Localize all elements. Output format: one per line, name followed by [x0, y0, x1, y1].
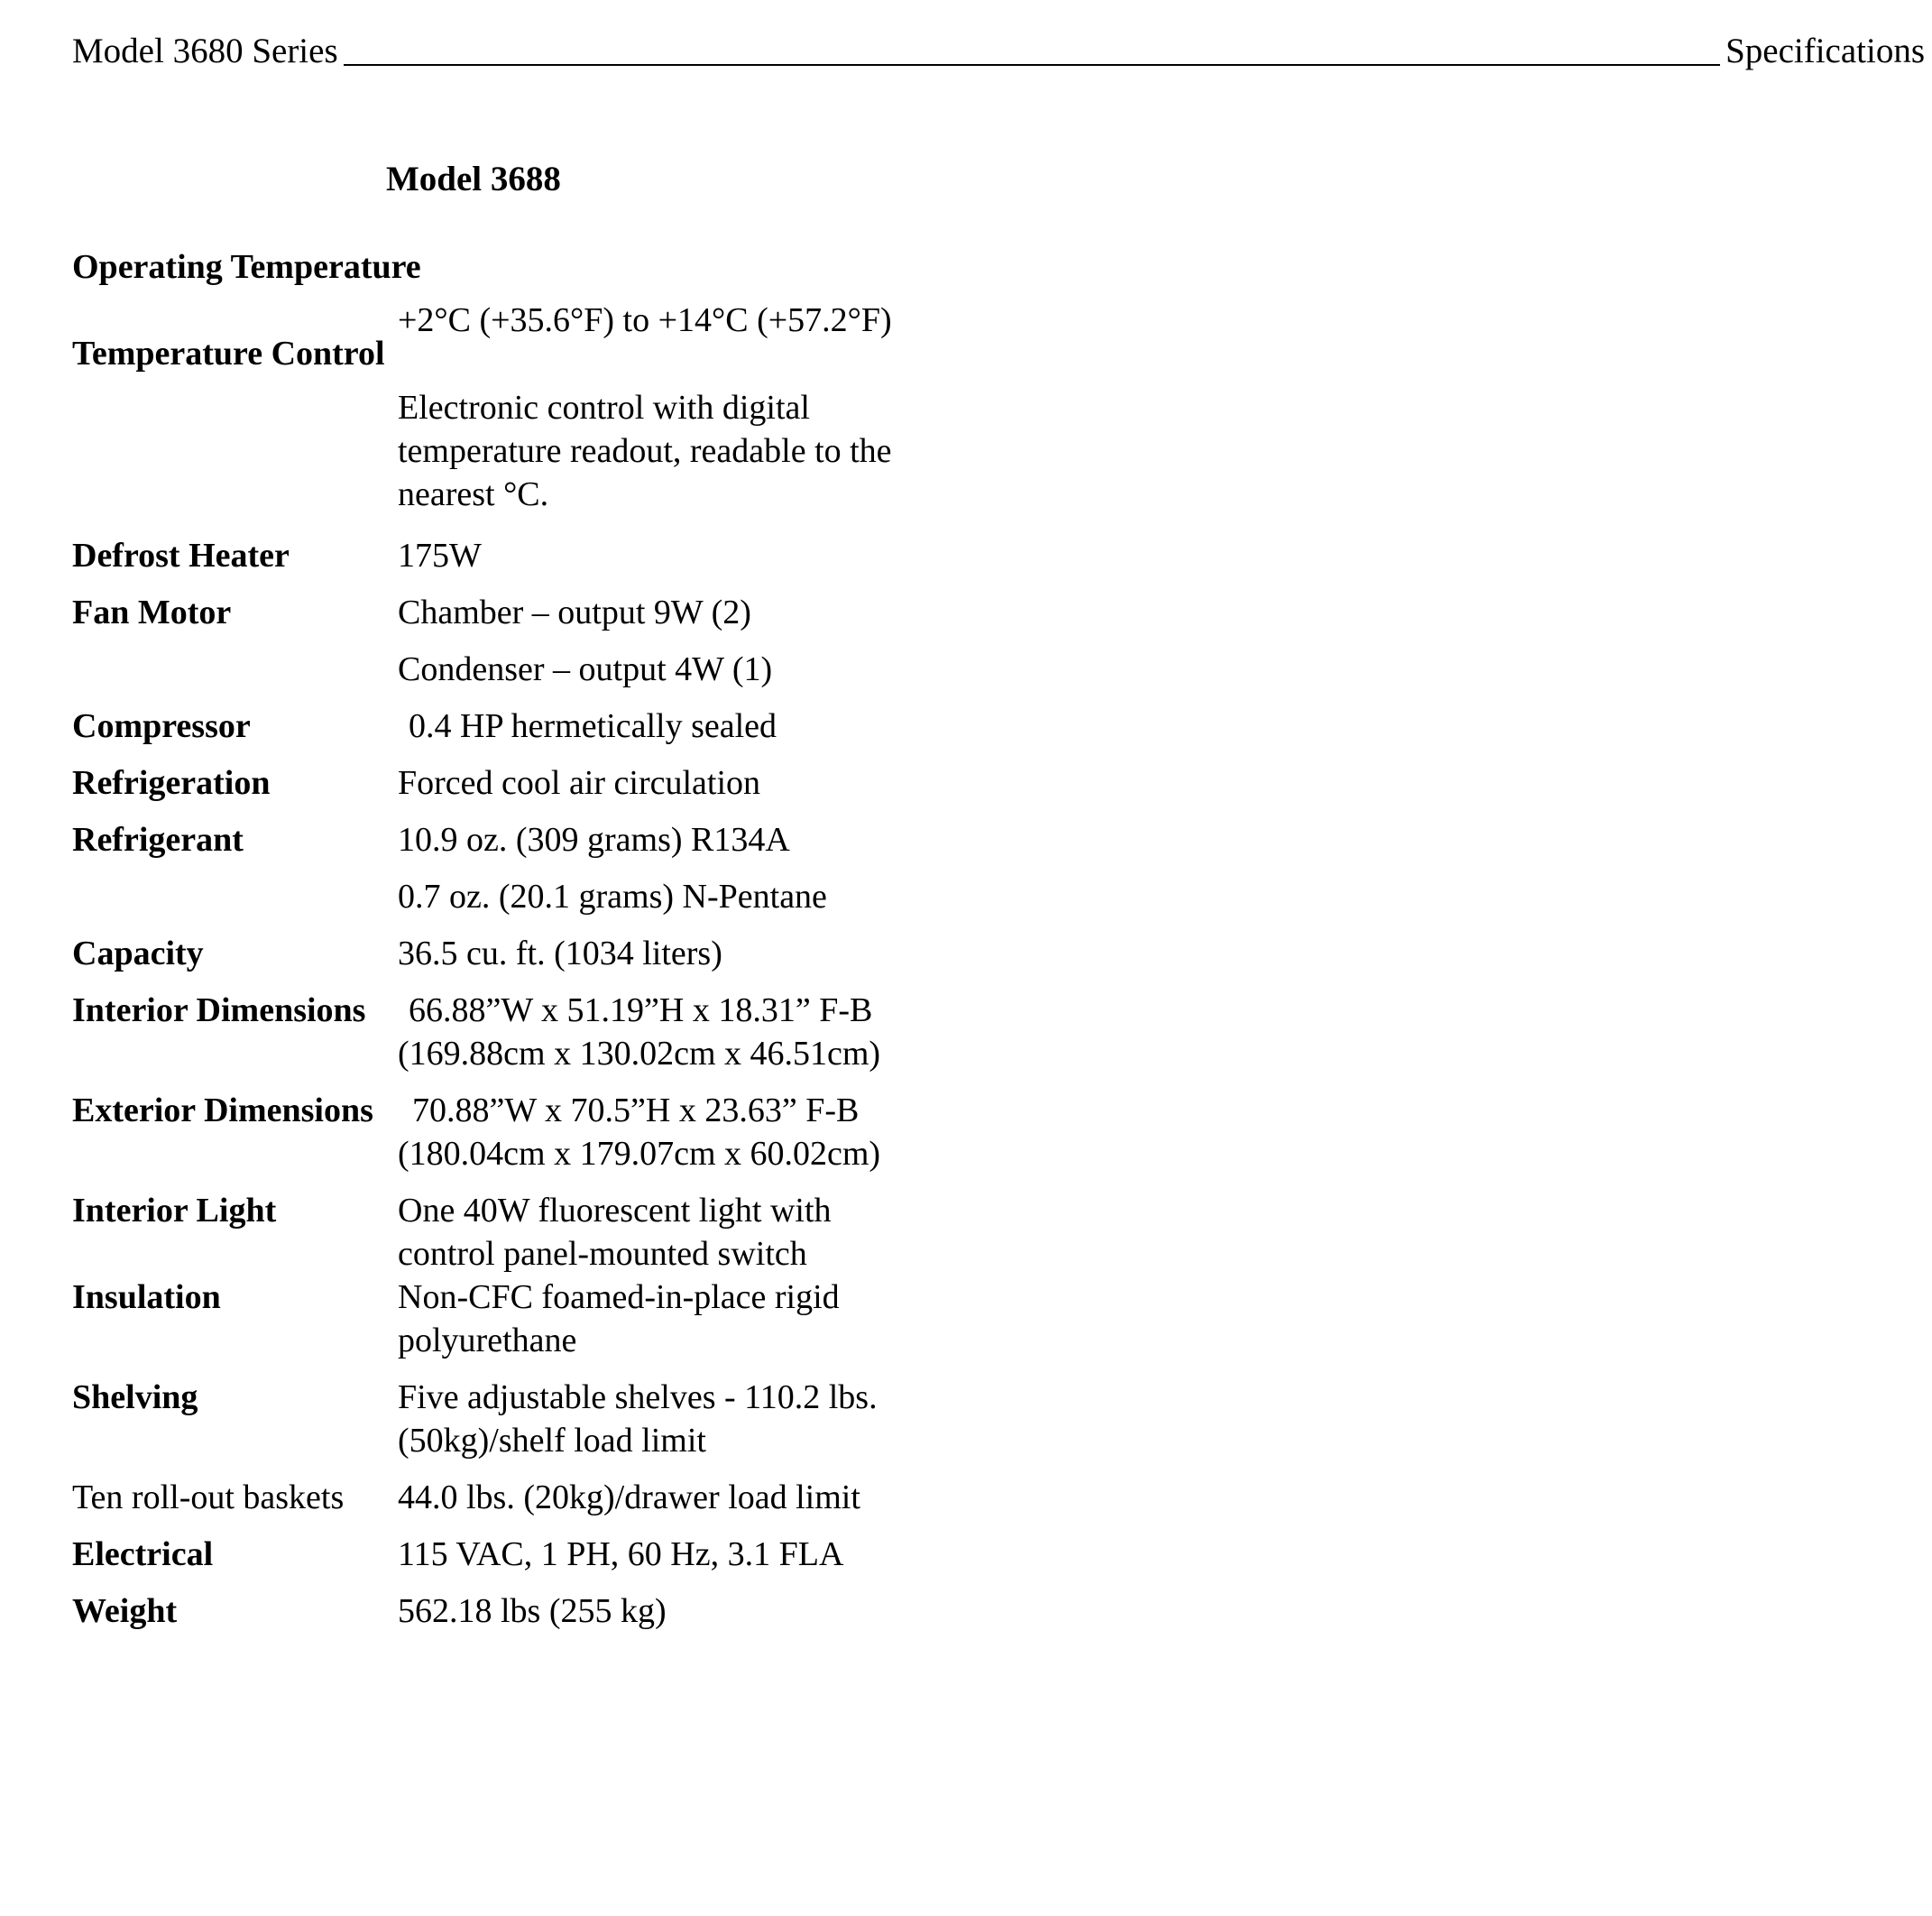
- spec-interior-light: [72, 1189, 974, 1276]
- spec-weight: [72, 1589, 974, 1646]
- spec-insulation: [72, 1276, 974, 1376]
- spec-operating-temperature: [72, 245, 974, 302]
- spec-interior-dimensions: [72, 989, 974, 1089]
- spec-value: Forced cool air circulation: [398, 764, 761, 802]
- spec-value: 10.9 oz. (309 grams) R134A: [398, 821, 790, 859]
- spec-fan-motor: [72, 591, 974, 648]
- spec-exterior-dimensions: [72, 1089, 974, 1189]
- page-header: [72, 27, 1925, 72]
- spec-label: Fan Motor: [72, 594, 232, 631]
- spec-label: Interior Dimensions: [72, 991, 366, 1029]
- header-rule: [344, 64, 1720, 66]
- spec-label: Weight: [72, 1592, 178, 1630]
- spec-label: Temperature Control: [72, 335, 385, 373]
- spec-label: Ten roll-out baskets: [72, 1478, 345, 1516]
- spec-label: Insulation: [72, 1278, 221, 1316]
- spec-value: 562.18 lbs (255 kg): [398, 1592, 667, 1630]
- spec-value: 0.7 oz. (20.1 grams) N-Pentane: [398, 878, 827, 916]
- spec-label: Shelving: [72, 1378, 198, 1416]
- spec-value: One 40W fluorescent light with control panel-mounted switch: [398, 1192, 832, 1273]
- spec-compressor: [72, 705, 974, 761]
- spec-label: Electrical: [72, 1535, 214, 1573]
- spec-value: (169.88cm x 130.02cm x 46.51cm): [398, 1035, 881, 1073]
- spec-label: Exterior Dimensions: [72, 1092, 373, 1129]
- spec-refrigeration: [72, 761, 974, 818]
- spec-shelving: [72, 1376, 974, 1476]
- spec-temperature-control-value: [72, 386, 974, 534]
- spec-defrost-heater: [72, 534, 974, 591]
- spec-label: Capacity: [72, 935, 204, 972]
- spec-electrical: [72, 1533, 974, 1589]
- spec-value: +2°C (+35.6°F) to +14°C (+57.2°F): [398, 301, 892, 339]
- spec-value: 115 VAC, 1 PH, 60 Hz, 3.1 FLA: [398, 1535, 844, 1573]
- spec-roll-out-baskets: [72, 1476, 974, 1533]
- spec-value: Chamber – output 9W (2): [398, 594, 751, 631]
- spec-value: Condenser – output 4W (1): [398, 650, 773, 688]
- spec-capacity: [72, 932, 974, 989]
- spec-label: Interior Light: [72, 1192, 277, 1230]
- spec-value: 70.88”W x 70.5”H x 23.63” F-B: [412, 1092, 860, 1129]
- header-series: Model 3680 Series: [72, 32, 338, 70]
- spec-value: Five adjustable shelves - 110.2 lbs. (50kg)/shelf load limit: [398, 1378, 878, 1460]
- model-title: Model 3688: [386, 160, 561, 198]
- header-section: Specifications: [1725, 32, 1925, 70]
- spec-value: 66.88”W x 51.19”H x 18.31” F-B: [409, 991, 873, 1029]
- spec-value: 175W: [398, 537, 482, 575]
- spec-refrigerant: [72, 818, 974, 875]
- specifications-list: [72, 245, 974, 1646]
- spec-label: Compressor: [72, 707, 251, 745]
- spec-fan-motor-2: [72, 648, 974, 705]
- spec-value: 0.4 HP hermetically sealed: [409, 707, 777, 745]
- spec-value: (180.04cm x 179.07cm x 60.02cm): [398, 1135, 881, 1173]
- spec-label: Defrost Heater: [72, 537, 290, 575]
- spec-value: 36.5 cu. ft. (1034 liters): [398, 935, 722, 972]
- spec-label: Refrigerant: [72, 821, 244, 859]
- spec-label: Refrigeration: [72, 764, 271, 802]
- spec-label: Operating Temperature: [72, 248, 421, 286]
- spec-value: 44.0 lbs. (20kg)/drawer load limit: [398, 1478, 860, 1516]
- spec-value: Non-CFC foamed-in-place rigid polyurethane: [398, 1278, 840, 1359]
- spec-value: Electronic control with digital temperature readout, readable to the nearest °C.: [398, 389, 892, 513]
- spec-refrigerant-2: [72, 875, 974, 932]
